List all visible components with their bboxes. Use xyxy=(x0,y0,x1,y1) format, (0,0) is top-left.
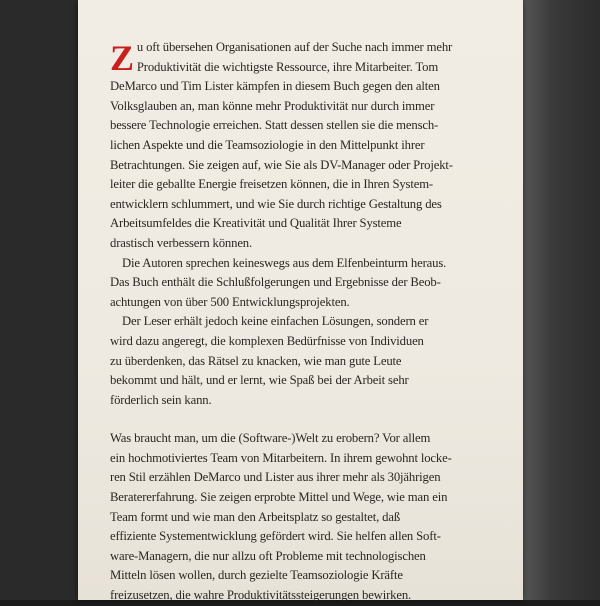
background-right xyxy=(520,0,600,600)
text-line: Volksglauben an, man könne mehr Produktivität nur durch immer xyxy=(110,98,435,113)
text-line: lichen Aspekte und die Teamsoziologie in den Mittelpunkt ihrer xyxy=(110,137,425,152)
text-line: ware-Managern, die nur allzu oft Probleme mit technologischen xyxy=(110,548,426,563)
cover-text xyxy=(110,38,508,606)
text-line: wird dazu angeregt, die komplexen Bedürfnisse von Individuen xyxy=(110,333,424,348)
book-back-cover xyxy=(78,0,523,603)
text-line: drastisch verbessern können. xyxy=(110,235,253,250)
text-line: zu überdenken, das Rätsel zu knacken, wie man gute Leute xyxy=(110,353,402,368)
text-line: Der Leser erhält jedoch keine einfachen Lösungen, sondern er xyxy=(122,314,429,329)
background-left xyxy=(0,0,78,600)
drop-cap: Z xyxy=(110,38,134,78)
text-line: effiziente Systementwicklung gefördert wird. Sie helfen allen Soft- xyxy=(110,529,441,544)
text-line: Das Buch enthält die Schlußfolgerungen und Ergebnisse der Beob- xyxy=(110,275,441,290)
text-line: DeMarco und Tim Lister kämpfen in diesem Buch gegen den alten xyxy=(110,79,440,94)
text-line: u oft übersehen Organisationen auf der Suche nach immer mehr xyxy=(136,40,453,54)
text-line: ren Stil erzählen DeMarco und Lister aus ihrer mehr als 30jährigen xyxy=(110,470,441,485)
text-line: Produktivität die wichtigste Ressource, ihre Mitarbeiter. Tom xyxy=(136,59,439,74)
paragraph-gap xyxy=(110,410,508,429)
text-line: Was braucht man, um die (Software-)Welt zu erobern? Vor allem xyxy=(110,431,431,446)
text-line: förderlich sein kann. xyxy=(110,392,212,407)
text-line: Mitteln lösen wollen, durch gezielte Teamsoziologie Kräfte xyxy=(110,568,403,583)
text-line: achtungen von über 500 Entwicklungsprojekten. xyxy=(110,294,350,309)
text-line: ein hochmotiviertes Team von Mitarbeitern. In ihrem gewohnt locke- xyxy=(110,450,452,465)
text-line: Betrachtungen. Sie zeigen auf, wie Sie als DV-Manager oder Projekt- xyxy=(110,157,453,172)
text-line: Team formt und wie man den Arbeitsplatz so gestaltet, daß xyxy=(110,509,401,524)
text-line: Beratererfahrung. Sie zeigen erprobte Mittel und Wege, wie man ein xyxy=(110,490,448,505)
text-line: entwicklern schlummert, und wie Sie durch richtige Gestaltung des xyxy=(110,196,442,211)
text-line: Arbeitsumfeldes die Kreativität und Qualität Ihrer Systeme xyxy=(110,216,402,231)
text-line: Die Autoren sprechen keineswegs aus dem Elfenbeinturm heraus. xyxy=(122,255,447,270)
text-line: leiter die geballte Energie freisetzen können, die in Ihren System- xyxy=(110,177,433,192)
text-line: freizusetzen, die wahre Produktivitätssteigerungen bewirken. xyxy=(110,588,412,603)
text-line: bessere Technologie erreichen. Statt dessen stellen sie die mensch- xyxy=(110,118,439,133)
text-line: bekommt und hält, und er lernt, wie Spaß bei der Arbeit sehr xyxy=(110,373,409,388)
